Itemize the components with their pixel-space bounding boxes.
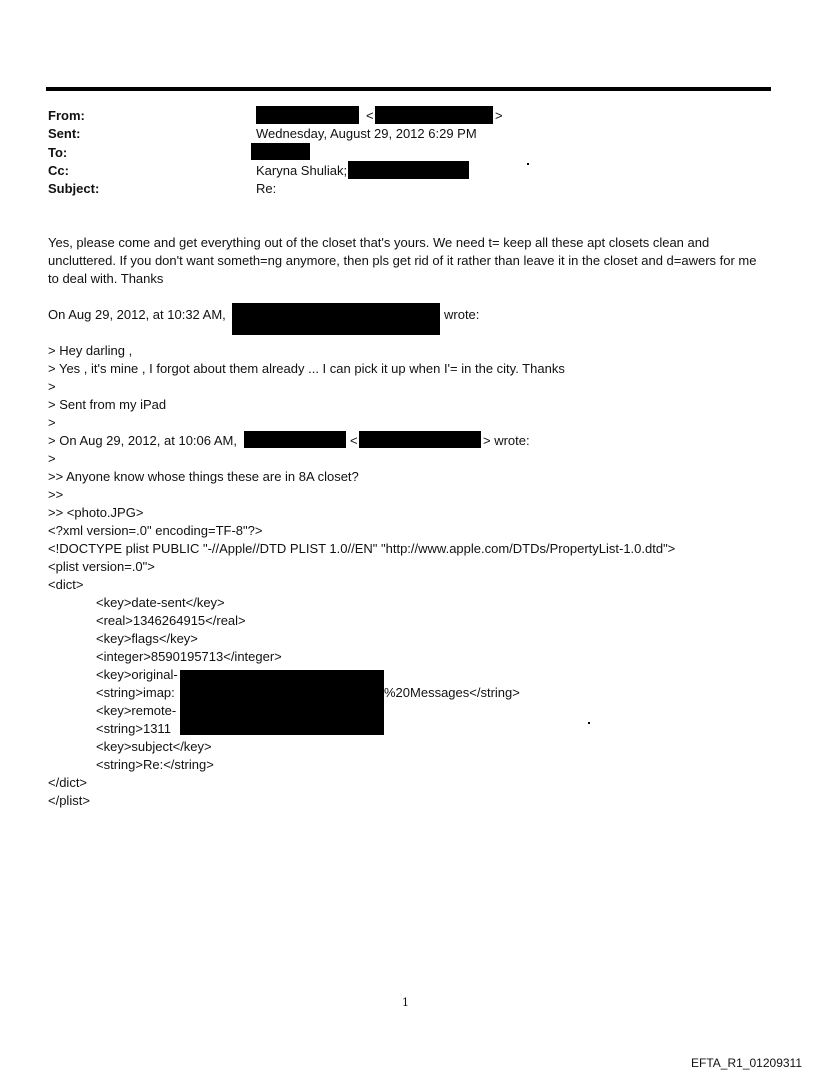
quoted-line: >> Anyone know whose things these are in 8A closet? <box>48 469 359 484</box>
plist-line: <string>1311 <box>96 721 171 736</box>
header-rule <box>46 87 771 91</box>
quote2-email-redaction <box>359 431 481 448</box>
to-redaction <box>251 143 310 160</box>
document-id: EFTA_R1_01209311 <box>691 1056 802 1070</box>
plist-line: <key>remote- <box>96 703 177 718</box>
from-lt: < <box>366 108 374 123</box>
quoted-line: >> <photo.JPG> <box>48 505 144 520</box>
from-email-redaction <box>375 106 493 124</box>
quoted-line: >> <box>48 487 64 502</box>
quote1-sender-redaction <box>232 303 440 335</box>
scan-speck <box>527 163 529 165</box>
subject-label: Subject: <box>48 181 100 196</box>
quote2-prefix: > On Aug 29, 2012, at 10:06 AM, <box>48 433 238 448</box>
plist-line: %20Messages</string> <box>384 685 520 700</box>
reply-text: Yes, please come and get everything out of the closet that's yours. We need t= keep all these apt closets clean and uncluttered. If you don't want someth=ng anymore, then pls get rid of it rather than leave it in the closet and d=awers for me to deal with. Thanks <box>48 235 757 286</box>
sent-label: Sent: <box>48 126 81 141</box>
to-label: To: <box>48 145 68 160</box>
sent-value: Wednesday, August 29, 2012 6:29 PM <box>256 126 477 141</box>
plist-line: <string>imap: <box>96 685 175 700</box>
plist-redaction <box>180 670 384 735</box>
plist-line: <dict> <box>48 577 84 592</box>
from-gt: > <box>495 108 503 123</box>
quoted-line: > <box>48 379 56 394</box>
quoted-line: > <box>48 451 56 466</box>
plist-line: <key>flags</key> <box>96 631 198 646</box>
plist-line: <?xml version=.0" encoding=TF-8"?> <box>48 523 263 538</box>
quote1-prefix: On Aug 29, 2012, at 10:32 AM, <box>48 307 226 322</box>
quote1-suffix: wrote: <box>444 307 480 322</box>
subject-value: Re: <box>256 181 277 196</box>
quoted-line: > Hey darling , <box>48 343 133 358</box>
from-label: From: <box>48 108 85 123</box>
from-name-redaction <box>256 106 359 124</box>
quoted-line: > <box>48 415 56 430</box>
quoted-line: > Yes , it's mine , I forgot about them already ... I can pick it up when I'= in the city. Thanks <box>48 361 565 376</box>
plist-line: <plist version=.0"> <box>48 559 155 574</box>
quote2-name-redaction <box>244 431 346 448</box>
plist-line: </plist> <box>48 793 90 808</box>
plist-line: <key>subject</key> <box>96 739 212 754</box>
cc-label: Cc: <box>48 163 69 178</box>
plist-line: <real>1346264915</real> <box>96 613 246 628</box>
cc-redaction <box>348 161 469 179</box>
scan-speck <box>588 722 590 724</box>
plist-line: <!DOCTYPE plist PUBLIC "-//Apple//DTD PLIST 1.0//EN" "http://www.apple.com/DTDs/PropertyList-1.0.dtd"> <box>48 541 676 556</box>
quoted-line: > Sent from my iPad <box>48 397 167 412</box>
quote2-lt: < <box>350 433 358 448</box>
cc-value: Karyna Shuliak; <box>256 163 348 178</box>
plist-line: <string>Re:</string> <box>96 757 214 772</box>
plist-line: <integer>8590195713</integer> <box>96 649 282 664</box>
plist-line: <key>date-sent</key> <box>96 595 225 610</box>
page-number: 1 <box>402 996 409 1009</box>
plist-line: </dict> <box>48 775 88 790</box>
quote2-suffix: > wrote: <box>483 433 530 448</box>
plist-line: <key>original- <box>96 667 178 682</box>
